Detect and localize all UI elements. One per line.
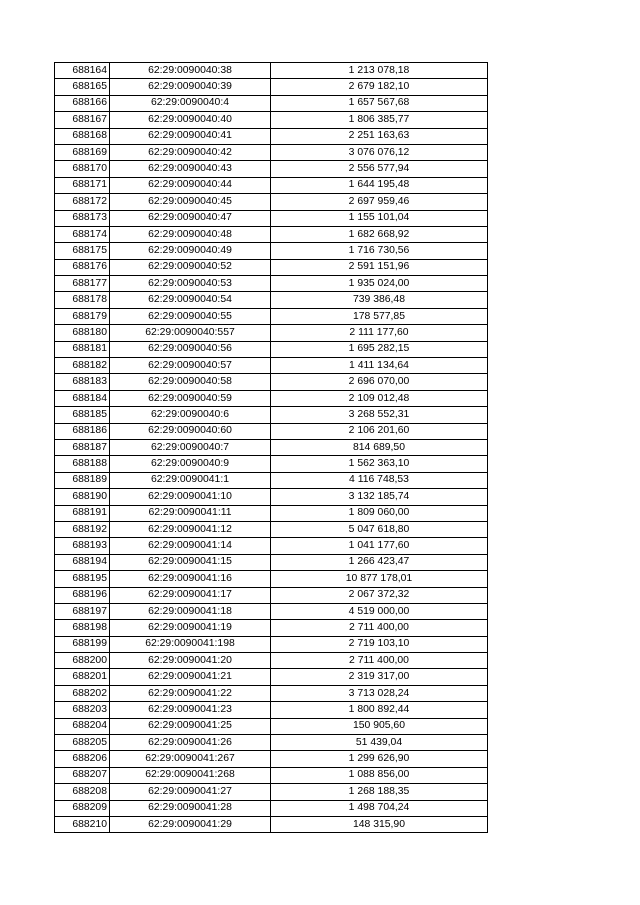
table-row	[55, 276, 488, 292]
row-id-cell: 688209	[55, 800, 110, 816]
cadastral-number-cell: 62:29:0090040:42	[110, 144, 271, 160]
cadastral-value-cell: 2 111 177,60	[271, 325, 488, 341]
cadastral-value-cell: 2 556 577,94	[271, 161, 488, 177]
row-id-cell: 688178	[55, 292, 110, 308]
table-row	[55, 603, 488, 619]
row-id-cell: 688199	[55, 636, 110, 652]
cadastral-number-cell: 62:29:0090040:54	[110, 292, 271, 308]
cadastral-number-cell: 62:29:0090041:22	[110, 685, 271, 701]
cadastral-value-cell: 150 905,60	[271, 718, 488, 734]
table-row	[55, 161, 488, 177]
row-id-cell: 688187	[55, 439, 110, 455]
row-id-cell: 688170	[55, 161, 110, 177]
table-row	[55, 816, 488, 832]
table-row	[55, 112, 488, 128]
cadastral-number-cell: 62:29:0090041:17	[110, 587, 271, 603]
cadastral-value-cell: 1 266 423,47	[271, 554, 488, 570]
row-id-cell: 688196	[55, 587, 110, 603]
table-row	[55, 341, 488, 357]
table-row	[55, 390, 488, 406]
cadastral-value-cell: 2 696 070,00	[271, 374, 488, 390]
row-id-cell: 688185	[55, 407, 110, 423]
row-id-cell: 688206	[55, 751, 110, 767]
cadastral-number-cell: 62:29:0090040:4	[110, 95, 271, 111]
row-id-cell: 688200	[55, 653, 110, 669]
cadastral-number-cell: 62:29:0090041:29	[110, 816, 271, 832]
table-row	[55, 702, 488, 718]
table-row	[55, 210, 488, 226]
cadastral-number-cell: 62:29:0090040:43	[110, 161, 271, 177]
row-id-cell: 688204	[55, 718, 110, 734]
cadastral-value-cell: 1 268 188,35	[271, 784, 488, 800]
row-id-cell: 688203	[55, 702, 110, 718]
table-row	[55, 128, 488, 144]
row-id-cell: 688188	[55, 456, 110, 472]
cadastral-value-cell: 3 713 028,24	[271, 685, 488, 701]
table-row	[55, 374, 488, 390]
row-id-cell: 688173	[55, 210, 110, 226]
table-row	[55, 177, 488, 193]
cadastral-value-cell: 4 519 000,00	[271, 603, 488, 619]
cadastral-value-table	[54, 62, 488, 833]
cadastral-number-cell: 62:29:0090040:6	[110, 407, 271, 423]
row-id-cell: 688164	[55, 63, 110, 79]
row-id-cell: 688166	[55, 95, 110, 111]
cadastral-number-cell: 62:29:0090041:14	[110, 538, 271, 554]
cadastral-value-cell: 2 711 400,00	[271, 620, 488, 636]
row-id-cell: 688191	[55, 505, 110, 521]
row-id-cell: 688183	[55, 374, 110, 390]
table-row	[55, 767, 488, 783]
cadastral-number-cell: 62:29:0090040:58	[110, 374, 271, 390]
table-row	[55, 472, 488, 488]
cadastral-value-cell: 1 088 856,00	[271, 767, 488, 783]
cadastral-number-cell: 62:29:0090040:52	[110, 259, 271, 275]
cadastral-value-cell: 2 109 012,48	[271, 390, 488, 406]
table-row	[55, 63, 488, 79]
cadastral-number-cell: 62:29:0090041:12	[110, 521, 271, 537]
cadastral-number-cell: 62:29:0090040:45	[110, 194, 271, 210]
table-row	[55, 784, 488, 800]
cadastral-number-cell: 62:29:0090041:11	[110, 505, 271, 521]
table-row	[55, 456, 488, 472]
row-id-cell: 688197	[55, 603, 110, 619]
cadastral-number-cell: 62:29:0090041:10	[110, 489, 271, 505]
cadastral-value-cell: 178 577,85	[271, 308, 488, 324]
cadastral-value-cell: 10 877 178,01	[271, 571, 488, 587]
table-row	[55, 407, 488, 423]
cadastral-value-cell: 2 711 400,00	[271, 653, 488, 669]
cadastral-value-cell: 148 315,90	[271, 816, 488, 832]
row-id-cell: 688207	[55, 767, 110, 783]
cadastral-number-cell: 62:29:0090041:15	[110, 554, 271, 570]
row-id-cell: 688171	[55, 177, 110, 193]
cadastral-number-cell: 62:29:0090040:47	[110, 210, 271, 226]
table-row	[55, 358, 488, 374]
cadastral-value-cell: 2 679 182,10	[271, 79, 488, 95]
cadastral-value-cell: 2 319 317,00	[271, 669, 488, 685]
row-id-cell: 688181	[55, 341, 110, 357]
cadastral-number-cell: 62:29:0090040:557	[110, 325, 271, 341]
row-id-cell: 688180	[55, 325, 110, 341]
table-row	[55, 259, 488, 275]
table-row	[55, 521, 488, 537]
row-id-cell: 688190	[55, 489, 110, 505]
row-id-cell: 688182	[55, 358, 110, 374]
table-row	[55, 653, 488, 669]
table-row	[55, 669, 488, 685]
row-id-cell: 688177	[55, 276, 110, 292]
table-row	[55, 571, 488, 587]
row-id-cell: 688179	[55, 308, 110, 324]
cadastral-value-cell: 2 591 151,96	[271, 259, 488, 275]
table-row	[55, 292, 488, 308]
row-id-cell: 688194	[55, 554, 110, 570]
cadastral-value-cell: 1 411 134,64	[271, 358, 488, 374]
cadastral-value-cell: 1 644 195,48	[271, 177, 488, 193]
cadastral-number-cell: 62:29:0090041:18	[110, 603, 271, 619]
cadastral-value-cell: 739 386,48	[271, 292, 488, 308]
cadastral-number-cell: 62:29:0090040:7	[110, 439, 271, 455]
cadastral-value-cell: 3 268 552,31	[271, 407, 488, 423]
cadastral-value-cell: 2 697 959,46	[271, 194, 488, 210]
cadastral-value-cell: 1 213 078,18	[271, 63, 488, 79]
cadastral-number-cell: 62:29:0090040:60	[110, 423, 271, 439]
table-row	[55, 685, 488, 701]
table-row	[55, 144, 488, 160]
table-row	[55, 636, 488, 652]
row-id-cell: 688193	[55, 538, 110, 554]
cadastral-number-cell: 62:29:0090040:55	[110, 308, 271, 324]
row-id-cell: 688189	[55, 472, 110, 488]
cadastral-number-cell: 62:29:0090041:16	[110, 571, 271, 587]
cadastral-value-cell: 4 116 748,53	[271, 472, 488, 488]
cadastral-number-cell: 62:29:0090041:198	[110, 636, 271, 652]
cadastral-number-cell: 62:29:0090040:49	[110, 243, 271, 259]
table-row	[55, 489, 488, 505]
table-row	[55, 194, 488, 210]
table-row	[55, 439, 488, 455]
cadastral-number-cell: 62:29:0090040:44	[110, 177, 271, 193]
cadastral-value-cell: 1 695 282,15	[271, 341, 488, 357]
cadastral-number-cell: 62:29:0090040:41	[110, 128, 271, 144]
table-row	[55, 243, 488, 259]
cadastral-value-cell: 51 439,04	[271, 735, 488, 751]
row-id-cell: 688208	[55, 784, 110, 800]
cadastral-number-cell: 62:29:0090040:40	[110, 112, 271, 128]
cadastral-number-cell: 62:29:0090040:9	[110, 456, 271, 472]
cadastral-number-cell: 62:29:0090040:53	[110, 276, 271, 292]
cadastral-value-cell: 1 155 101,04	[271, 210, 488, 226]
cadastral-value-cell: 2 106 201,60	[271, 423, 488, 439]
row-id-cell: 688201	[55, 669, 110, 685]
table-row	[55, 505, 488, 521]
cadastral-value-cell: 1 299 626,90	[271, 751, 488, 767]
cadastral-number-cell: 62:29:0090040:48	[110, 226, 271, 242]
cadastral-number-cell: 62:29:0090041:28	[110, 800, 271, 816]
table-row	[55, 587, 488, 603]
table-row	[55, 308, 488, 324]
row-id-cell: 688172	[55, 194, 110, 210]
cadastral-value-cell: 1 682 668,92	[271, 226, 488, 242]
row-id-cell: 688168	[55, 128, 110, 144]
table-row	[55, 79, 488, 95]
cadastral-number-cell: 62:29:0090041:19	[110, 620, 271, 636]
cadastral-number-cell: 62:29:0090040:59	[110, 390, 271, 406]
cadastral-number-cell: 62:29:0090041:267	[110, 751, 271, 767]
cadastral-number-cell: 62:29:0090041:1	[110, 472, 271, 488]
table-row	[55, 735, 488, 751]
table-row	[55, 554, 488, 570]
row-id-cell: 688195	[55, 571, 110, 587]
row-id-cell: 688167	[55, 112, 110, 128]
cadastral-value-cell: 1 657 567,68	[271, 95, 488, 111]
row-id-cell: 688198	[55, 620, 110, 636]
cadastral-value-cell: 1 716 730,56	[271, 243, 488, 259]
table-row	[55, 325, 488, 341]
cadastral-value-cell: 2 719 103,10	[271, 636, 488, 652]
cadastral-number-cell: 62:29:0090040:39	[110, 79, 271, 95]
table-row	[55, 95, 488, 111]
cadastral-number-cell: 62:29:0090041:27	[110, 784, 271, 800]
table-body	[55, 63, 488, 833]
table-row	[55, 800, 488, 816]
row-id-cell: 688210	[55, 816, 110, 832]
row-id-cell: 688169	[55, 144, 110, 160]
table-row	[55, 620, 488, 636]
row-id-cell: 688192	[55, 521, 110, 537]
row-id-cell: 688184	[55, 390, 110, 406]
cadastral-number-cell: 62:29:0090041:26	[110, 735, 271, 751]
cadastral-number-cell: 62:29:0090041:25	[110, 718, 271, 734]
row-id-cell: 688202	[55, 685, 110, 701]
cadastral-value-cell: 5 047 618,80	[271, 521, 488, 537]
cadastral-number-cell: 62:29:0090041:23	[110, 702, 271, 718]
table-row	[55, 423, 488, 439]
cadastral-value-cell: 1 935 024,00	[271, 276, 488, 292]
table-row	[55, 226, 488, 242]
row-id-cell: 688186	[55, 423, 110, 439]
cadastral-number-cell: 62:29:0090041:268	[110, 767, 271, 783]
table-row	[55, 718, 488, 734]
table-row	[55, 751, 488, 767]
cadastral-value-cell: 1 806 385,77	[271, 112, 488, 128]
row-id-cell: 688165	[55, 79, 110, 95]
cadastral-number-cell: 62:29:0090040:38	[110, 63, 271, 79]
cadastral-value-cell: 2 251 163,63	[271, 128, 488, 144]
row-id-cell: 688174	[55, 226, 110, 242]
row-id-cell: 688205	[55, 735, 110, 751]
cadastral-value-cell: 1 041 177,60	[271, 538, 488, 554]
row-id-cell: 688175	[55, 243, 110, 259]
cadastral-value-cell: 1 498 704,24	[271, 800, 488, 816]
cadastral-value-cell: 1 562 363,10	[271, 456, 488, 472]
cadastral-value-cell: 1 809 060,00	[271, 505, 488, 521]
row-id-cell: 688176	[55, 259, 110, 275]
table-row	[55, 538, 488, 554]
cadastral-value-cell: 1 800 892,44	[271, 702, 488, 718]
cadastral-value-cell: 2 067 372,32	[271, 587, 488, 603]
cadastral-number-cell: 62:29:0090040:56	[110, 341, 271, 357]
cadastral-number-cell: 62:29:0090041:20	[110, 653, 271, 669]
cadastral-value-cell: 3 132 185,74	[271, 489, 488, 505]
cadastral-value-cell: 814 689,50	[271, 439, 488, 455]
cadastral-value-cell: 3 076 076,12	[271, 144, 488, 160]
cadastral-number-cell: 62:29:0090040:57	[110, 358, 271, 374]
cadastral-number-cell: 62:29:0090041:21	[110, 669, 271, 685]
